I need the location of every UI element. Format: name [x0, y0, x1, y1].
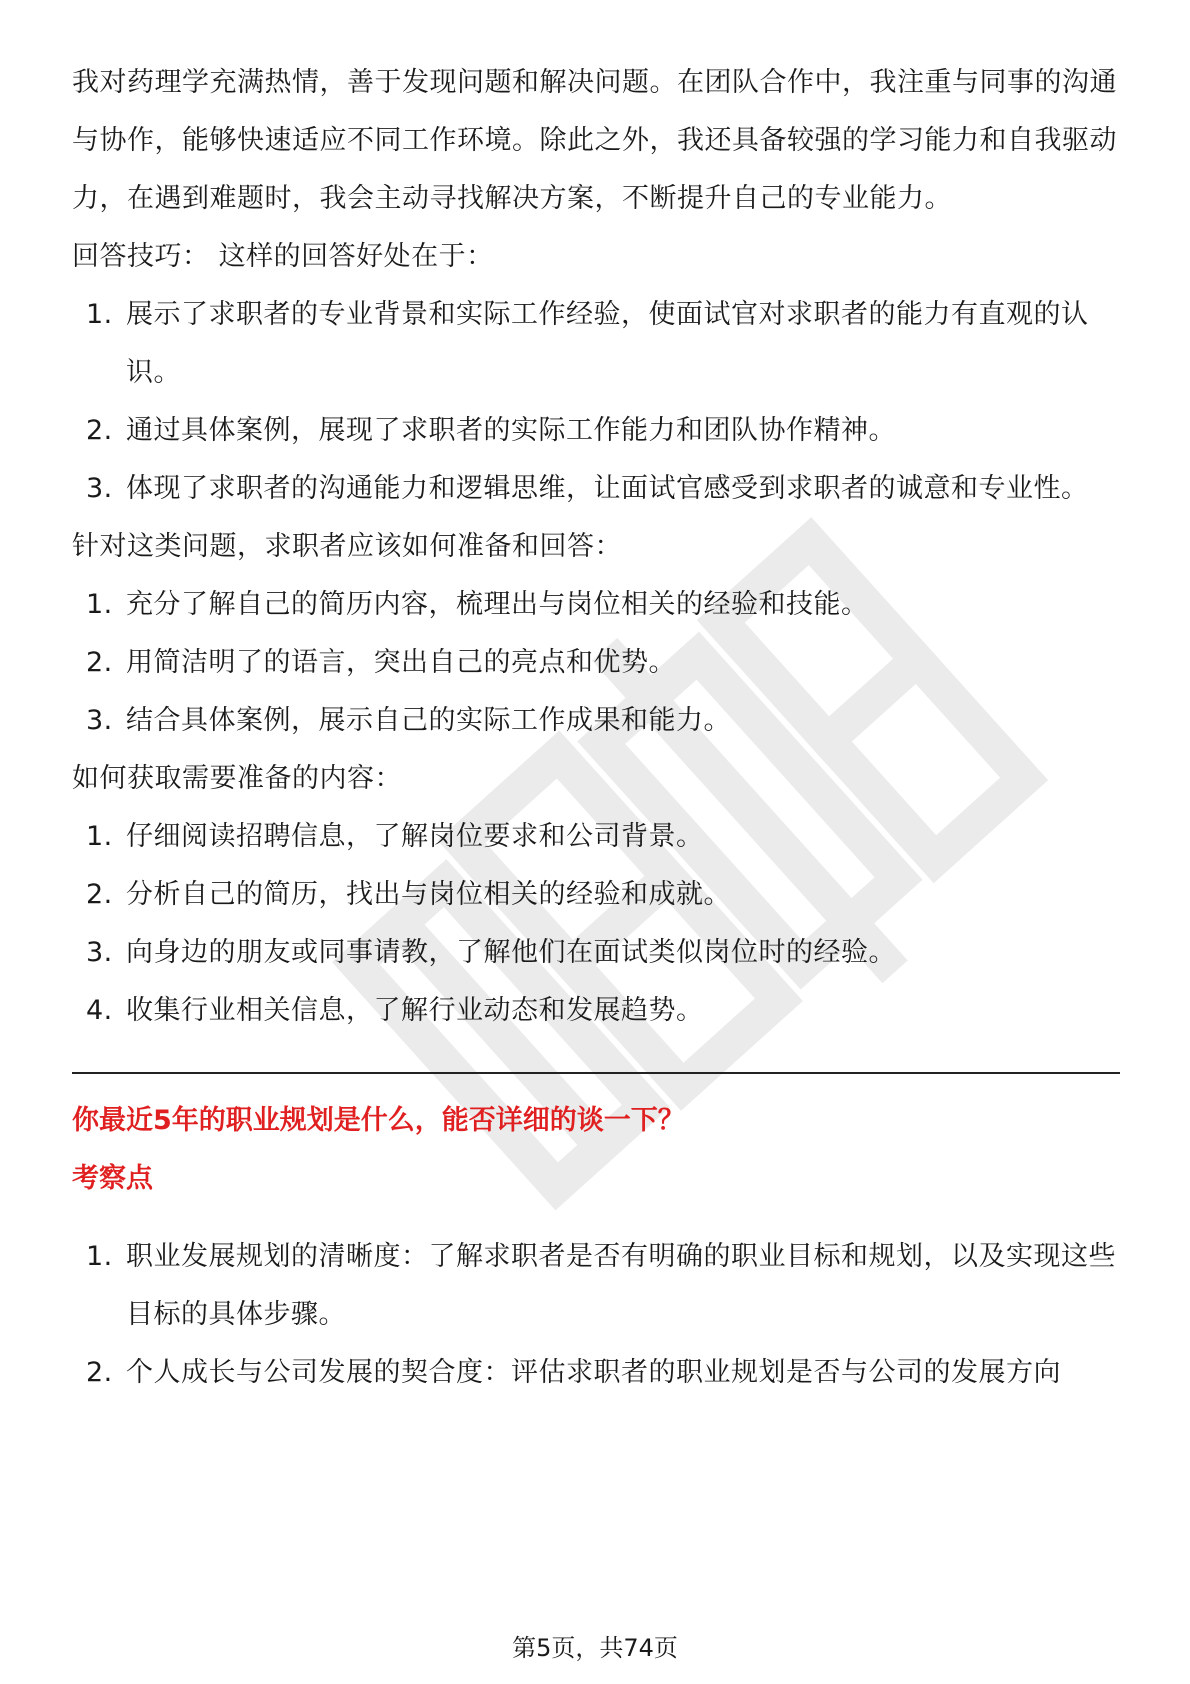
obtain-label: 如何获取需要准备的内容：: [72, 763, 402, 794]
tips-label: 回答技巧： 这样的回答好处在于：: [72, 241, 494, 272]
page-footer: 第5页，共74页: [512, 1634, 678, 1662]
focus-title: 考察点: [72, 1163, 153, 1194]
list-item: 1. 仔细阅读招聘信息，了解岗位要求和公司背景。: [86, 821, 704, 852]
list-item: 2. 通过具体案例，展现了求职者的实际工作能力和团队协作精神。: [86, 415, 896, 446]
list-item: 1. 充分了解自己的简历内容，梳理出与岗位相关的经验和技能。: [86, 589, 869, 620]
prepare-label: 针对这类问题，求职者应该如何准备和回答：: [72, 531, 622, 562]
section-divider: [72, 1072, 1120, 1074]
obtain-list: [72, 808, 1120, 1040]
main-content: [72, 54, 1120, 1402]
focus-list: [72, 1228, 1120, 1402]
list-item: 3. 体现了求职者的沟通能力和逻辑思维，让面试官感受到求职者的诚意和专业性。: [86, 473, 1089, 504]
list-item: 2. 用简洁明了的语言，突出自己的亮点和优势。: [86, 647, 676, 678]
list-item: 3. 结合具体案例，展示自己的实际工作成果和能力。: [86, 705, 731, 736]
list-item: 2. 分析自己的简历，找出与岗位相关的经验和成就。: [86, 879, 731, 910]
prepare-list: [72, 576, 1120, 750]
list-item: 3. 向身边的朋友或同事请教，了解他们在面试类似岗位时的经验。: [86, 937, 896, 968]
list-item: 1. 职业发展规划的清晰度：了解求职者是否有明确的职业目标和规划，以及实现这些目标的具体步骤。: [86, 1241, 1116, 1330]
tips-list: [72, 286, 1120, 518]
question-title: 你最近5年的职业规划是什么，能否详细的谈一下？: [72, 1105, 685, 1136]
intro-paragraph: 我对药理学充满热情，善于发现问题和解决问题。在团队合作中，我注重与同事的沟通与协作，能够快速适应不同工作环境。除此之外，我还具备较强的学习能力和自我驱动力，在遇到难题时，我会主动寻找解决方案，不断提升自己的专业能力。: [72, 67, 1117, 214]
list-item: 4. 收集行业相关信息，了解行业动态和发展趋势。: [86, 995, 704, 1026]
list-item: 1. 展示了求职者的专业背景和实际工作经验，使面试官对求职者的能力有直观的认识。: [86, 299, 1089, 388]
list-item: 2. 个人成长与公司发展的契合度：评估求职者的职业规划是否与公司的发展方向: [86, 1357, 1061, 1388]
